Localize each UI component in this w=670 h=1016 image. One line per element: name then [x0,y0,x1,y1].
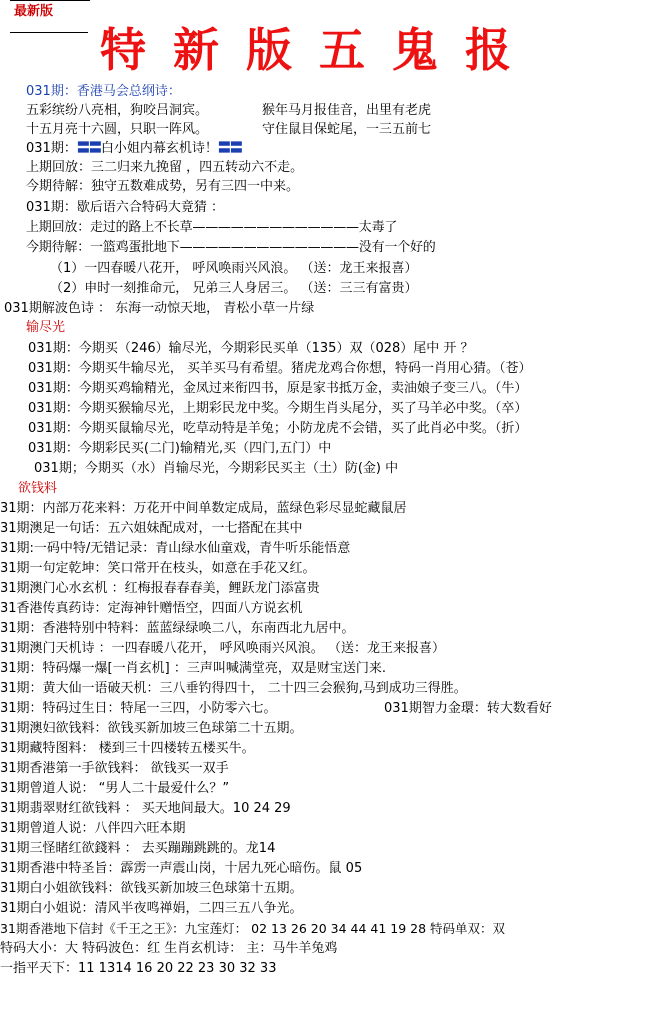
list-item: 31期：香港特别中特料：蓝蓝绿绿唤二八，东南西北九居中。 [0,621,355,636]
list-item: （2）申时一刻推命元， 兄弟三人身居三。 （送：三三有富贵） [50,281,418,296]
interpret-1: 今期待解：独守五数难成势，另有三四一中来。 [26,179,300,194]
list-item: 031期：今期彩民买(二门)输精光,买（四门,五门）中 [28,441,332,456]
list-item: 31期曾道人说：八伴四六旺本期 [0,821,186,836]
list-item: 31期一句定乾坤：笑口常开在枝头，如意在手花又红。 [0,561,316,576]
double-bar-icon: 〓〓 [76,141,101,156]
top-divider [10,0,90,1]
poem-line-2a: 十五月亮十六圆，只职一阵风。 [26,122,209,137]
poem-line-1a: 五彩缤纷八亮相，狗咬吕洞宾。 [26,103,209,118]
list-item: 31期香港第一手欲钱料： 欲钱买一双手 [0,761,229,776]
list-item: 31期：内部万花来料：万花开中间单数定成局，蓝绿色彩尽显蛇藏鼠居 [0,501,407,516]
list-item: 31期三怪睹红欲錢料 ： 去买蹦蹦跳跳的。龙14 [0,841,276,856]
list-item: 31期澳门天机诗 ：一四春暖八花开， 呼风唤雨兴风浪。 （送：龙王来报喜） [0,641,445,656]
list-item: 31期白小姐说：清风半夜鸣禅娟，二四三五八争光。 [0,901,303,916]
bose-poem: 031期解波色诗 ： 东海一动惊天地， 青松小草一片绿 [4,301,315,316]
list-item: 031期：今期买鼠输尽光，吃草动特是羊兔；小防龙虎不会错，买了此肖必中奖。（折） [28,421,528,436]
xuanji-line [26,141,242,157]
list-item: 31期澳门心水玄机 ：红梅报春春春美，鲤跃龙门添富贵 [0,581,320,596]
list-item: 31期澳足一句话：五六姐妹配成对，一七搭配在其中 [0,521,303,536]
list-item: 31香港传真药诗：定海神针赠悟空，四面八方说玄机 [0,601,303,616]
list-item: 31期香港地下信封《千王之王》：九宝莲灯： 02 13 26 20 34 44 41 19 28 特码单双：双 [0,921,506,936]
poem-label [26,84,181,100]
review-1: 上期回放：三二归来九挽留 ，四五转动六不走。 [26,160,304,175]
list-item: 31期香港中特圣旨：霹雳一声震山岗，十居九死心暗伤。鼠 05 [0,861,363,876]
list-item: 一指平天下：11 1314 16 20 22 23 30 32 33 [0,961,277,976]
section-header-shujinguang: 输尽光 [26,320,66,335]
interpret-2: 今期待解：一篮鸡蛋批地下——————————————没有一个好的 [26,240,436,255]
latest-version-badge: 最新版 [14,4,54,19]
double-bar-icon: 〓〓 [217,141,242,156]
list-item: 031期：今期买牛输尽光， 买羊买马有希望。猪虎龙鸡合你想，特码一肖用心猜。（苍） [28,361,532,376]
list-item: 31期：特码过生日：特尾一三四，小防零六七。 [0,701,277,716]
list-item: （1）一四春暖八花开， 呼风唤雨兴风浪。 （送：龙王来报喜） [50,261,418,276]
list-item: 031期：今期买（246）输尽光，今期彩民买单（135）双（028）尾中 开 ？ [28,341,474,356]
page-title: 特新版五鬼报 [100,23,538,77]
badge-underline [10,32,88,33]
list-item: 031期：今期买猴输尽光，上期彩民龙中奖。今期生肖头尾分，买了马羊必中奖。（卒） [28,401,528,416]
list-item: 031期：今期买鸡输精光，金凤过来衔四书，原是家书抵万金，卖油娘子变三八。（牛） [28,381,528,396]
list-item: 31期：特码爆一爆[一肖玄机] ：三声叫喊满堂亮，双是财宝送门来. [0,661,386,676]
xuanji-prefix: 031期： [26,141,77,156]
poem-line-2b: 守住鼠目保蛇尾，一三五前七 [262,122,432,137]
aside-note: 031期智力金環：转大数看好 [384,701,552,716]
list-item: 31期翡翠财红欲钱料 ： 买天地间最大。10 24 29 [0,801,291,816]
section-header-yuqianliao: 欲钱料 [18,481,58,496]
list-item: 31期曾道人说： “男人二十最爱什么？” [0,781,230,796]
poem-label-text: 031期：香港马会总纲诗： [26,84,181,99]
review-2: 上期回放：走过的路上不长草—————————————太毒了 [26,220,398,235]
list-item: 031期；今期买（水）肖输尽光，今期彩民买主（土）防(金) 中 [34,461,399,476]
poem-line-1b: 猴年马月报佳音，出里有老虎 [262,103,432,118]
list-item: 31期：黄大仙一语破天机：三八垂钓得四十， 二十四三会猴狗,马到成功三得胜。 [0,681,467,696]
list-item: 特码大小：大 特码波色：红 生肖玄机诗： 主：马牛羊兔鸡 [0,941,338,956]
list-item: 31期藏特图料： 楼到三十四楼转五楼买牛。 [0,741,255,756]
list-item: 31期:一码中特/无错记录：青山绿水仙童戏，青牛听乐能悟意 [0,541,351,556]
xuanji-text: 白小姐内幕玄机诗！ [100,141,218,156]
list-item: 31期白小姐欲钱料：欲钱买新加坡三色球第十五期。 [0,881,303,896]
list-item: 31期澳妇欲钱料：欲钱买新加坡三色球第二十五期。 [0,721,303,736]
xiehouyu-label: 031期：歇后语六合特码大竟猜 ： [26,200,224,215]
